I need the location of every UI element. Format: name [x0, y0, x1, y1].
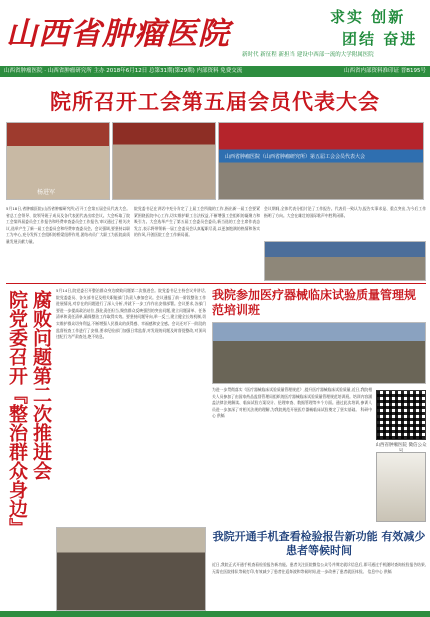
photo-conference-hall — [218, 122, 424, 200]
article4-headline: 我院开通手机查看检验报告新功能 有效减少患者等候时间 — [212, 530, 426, 557]
masthead-tagline: 新时代 新征程 新担当 建设中西部一流的大学附属医院 — [242, 52, 374, 58]
article3-byline: 科研中心 供稿 — [212, 406, 372, 419]
article3-headline: 我院参加医疗器械临床试验质量管理规范培训班 — [212, 288, 417, 317]
photo-group — [264, 241, 426, 281]
masthead — [0, 0, 430, 66]
main-headline: 院所召开工会第五届会员代表大会 — [50, 90, 380, 114]
article2-vertical-title-2: 腐败问题第二次推进会 — [30, 290, 52, 480]
article1-column-3: 会议期间,全体代表分组讨论了工作报告。代表们一致认为,报告实事求是、重点突出,为今后工作指明了方向。大会在雄壮的国际歌声中胜利闭幕。 — [264, 206, 426, 218]
section-divider — [6, 283, 426, 284]
photo-caption: 杨进军 — [37, 189, 56, 196]
slogan-line-2: 团结 奋进 — [342, 30, 418, 48]
photo-meeting — [56, 527, 206, 611]
qr-code[interactable] — [376, 390, 426, 440]
masthead-logo: 山西省肿瘤医院 — [6, 16, 230, 52]
article2-body: 5月14日,院党委召开整治群众身边腐败问题第二次推进会。院党委书记主持会议并讲话,院党委委员、各支部书记及相关职能部门负责人参加会议。会议通报了前一阶段整治工作进展情况,对存在的问题进行了深入分析,并就下一步工作作出安排部署。会议要求,各部门要进一步提高政治站位,强化责任担当,聚焦群众反映强烈的突出问题,建立问题清单、任务清单和责任清单,确保整治工作取得实效。要坚持问题导向,举一反三,建立健全长效机制,切实维护群众切身利益,不断增强人民群众的获得感、幸福感和安全感。会议还对下一阶段的监督检查工作进行了安排,要求纪检部门加强日常监督,对发现的问题及时督促整改,对顶风违纪行为严肃查处,绝不姑息。 — [56, 288, 206, 340]
article1-column-2: 院党委书记在讲话中充分肯定了上届工会所做的工作,指出新一届工会要紧紧围绕医院中心工作,切实维护职工合法权益,不断增强工会组织的凝聚力和吸引力。大会选举产生了第五届工会委员会委员,新当选的工会主席作表态发言,表示将带领新一届工会委员会认真履职尽责,以更加饱满的热情和务实的作风,开创医院工会工作新局面。 — [134, 206, 260, 238]
photo-speaker-2 — [112, 122, 216, 200]
article1-column-1: 5月18日,省肿瘤医院(山西省肿瘤研究所)召开工会第五届会员代表大会。省总工会领导、院领导班子成员及各代表团代表出席会议。大会听取了院工会第四届委员会工作报告和经费审查委员会工作报告,审议通过了相关决议,选举产生了新一届工会委员会和经费审查委员会。会议强调,要坚持以职工为中心,充分发挥工会组织的桥梁纽带作用,团结动员广大职工为医院高质量发展贡献力量。 — [6, 206, 130, 244]
info-strip-left: 山西省肿瘤医院 · 山西省肿瘤研究所 主办 2018年6月12日 总第31期(第29期) 内部资料 免费交流 — [4, 68, 243, 74]
photo-training-group — [212, 322, 426, 384]
article3-body — [212, 387, 372, 525]
qr-label: 山西省肿瘤医院 微信公众 — [375, 443, 427, 448]
article2-vertical-title-1: 院党委召开『整治群众身边』 — [6, 290, 28, 537]
slogan-line-1: 求实 创新 — [330, 8, 406, 26]
article4-byline: 信息中心 供稿 — [367, 568, 392, 574]
footer-bar — [0, 611, 430, 617]
article4-body — [212, 562, 426, 612]
info-strip-right: 山西省内部资料准印证 晋B195号 — [344, 66, 426, 77]
photo-document — [376, 452, 426, 522]
photo-banner-text: 山西省肿瘤医院（山西省肿瘤研究所）第五届工会会员代表大会 — [225, 154, 366, 160]
photo-speaker-1 — [6, 122, 110, 200]
info-strip — [0, 66, 430, 77]
article3-text: 为进一步贯彻落实《医疗器械临床试验质量管理规范》,提升医疗器械临床试验质量,近日,我院相关人员参加了由国家药品监督管理局组织的医疗器械临床试验质量管理规范培训班。培训内容涵盖法律法规解读、临床试验方案设计、伦理审查、数据管理等多个方面。通过此次培训,参训人员进一步加深了对相关法规的理解,为我院规范开展医疗器械临床试验奠定了坚实基础。 — [212, 387, 372, 412]
article4-text: 近日,我院正式开通手机查看检验报告新功能。患者关注医院微信公众号并绑定就诊信息后,即可通过手机随时查询检验报告结果,无需在医院排队等候打印,有效减少了患者往返奔波和等候时间,进一步改善了患者就医体验。 — [212, 562, 426, 574]
